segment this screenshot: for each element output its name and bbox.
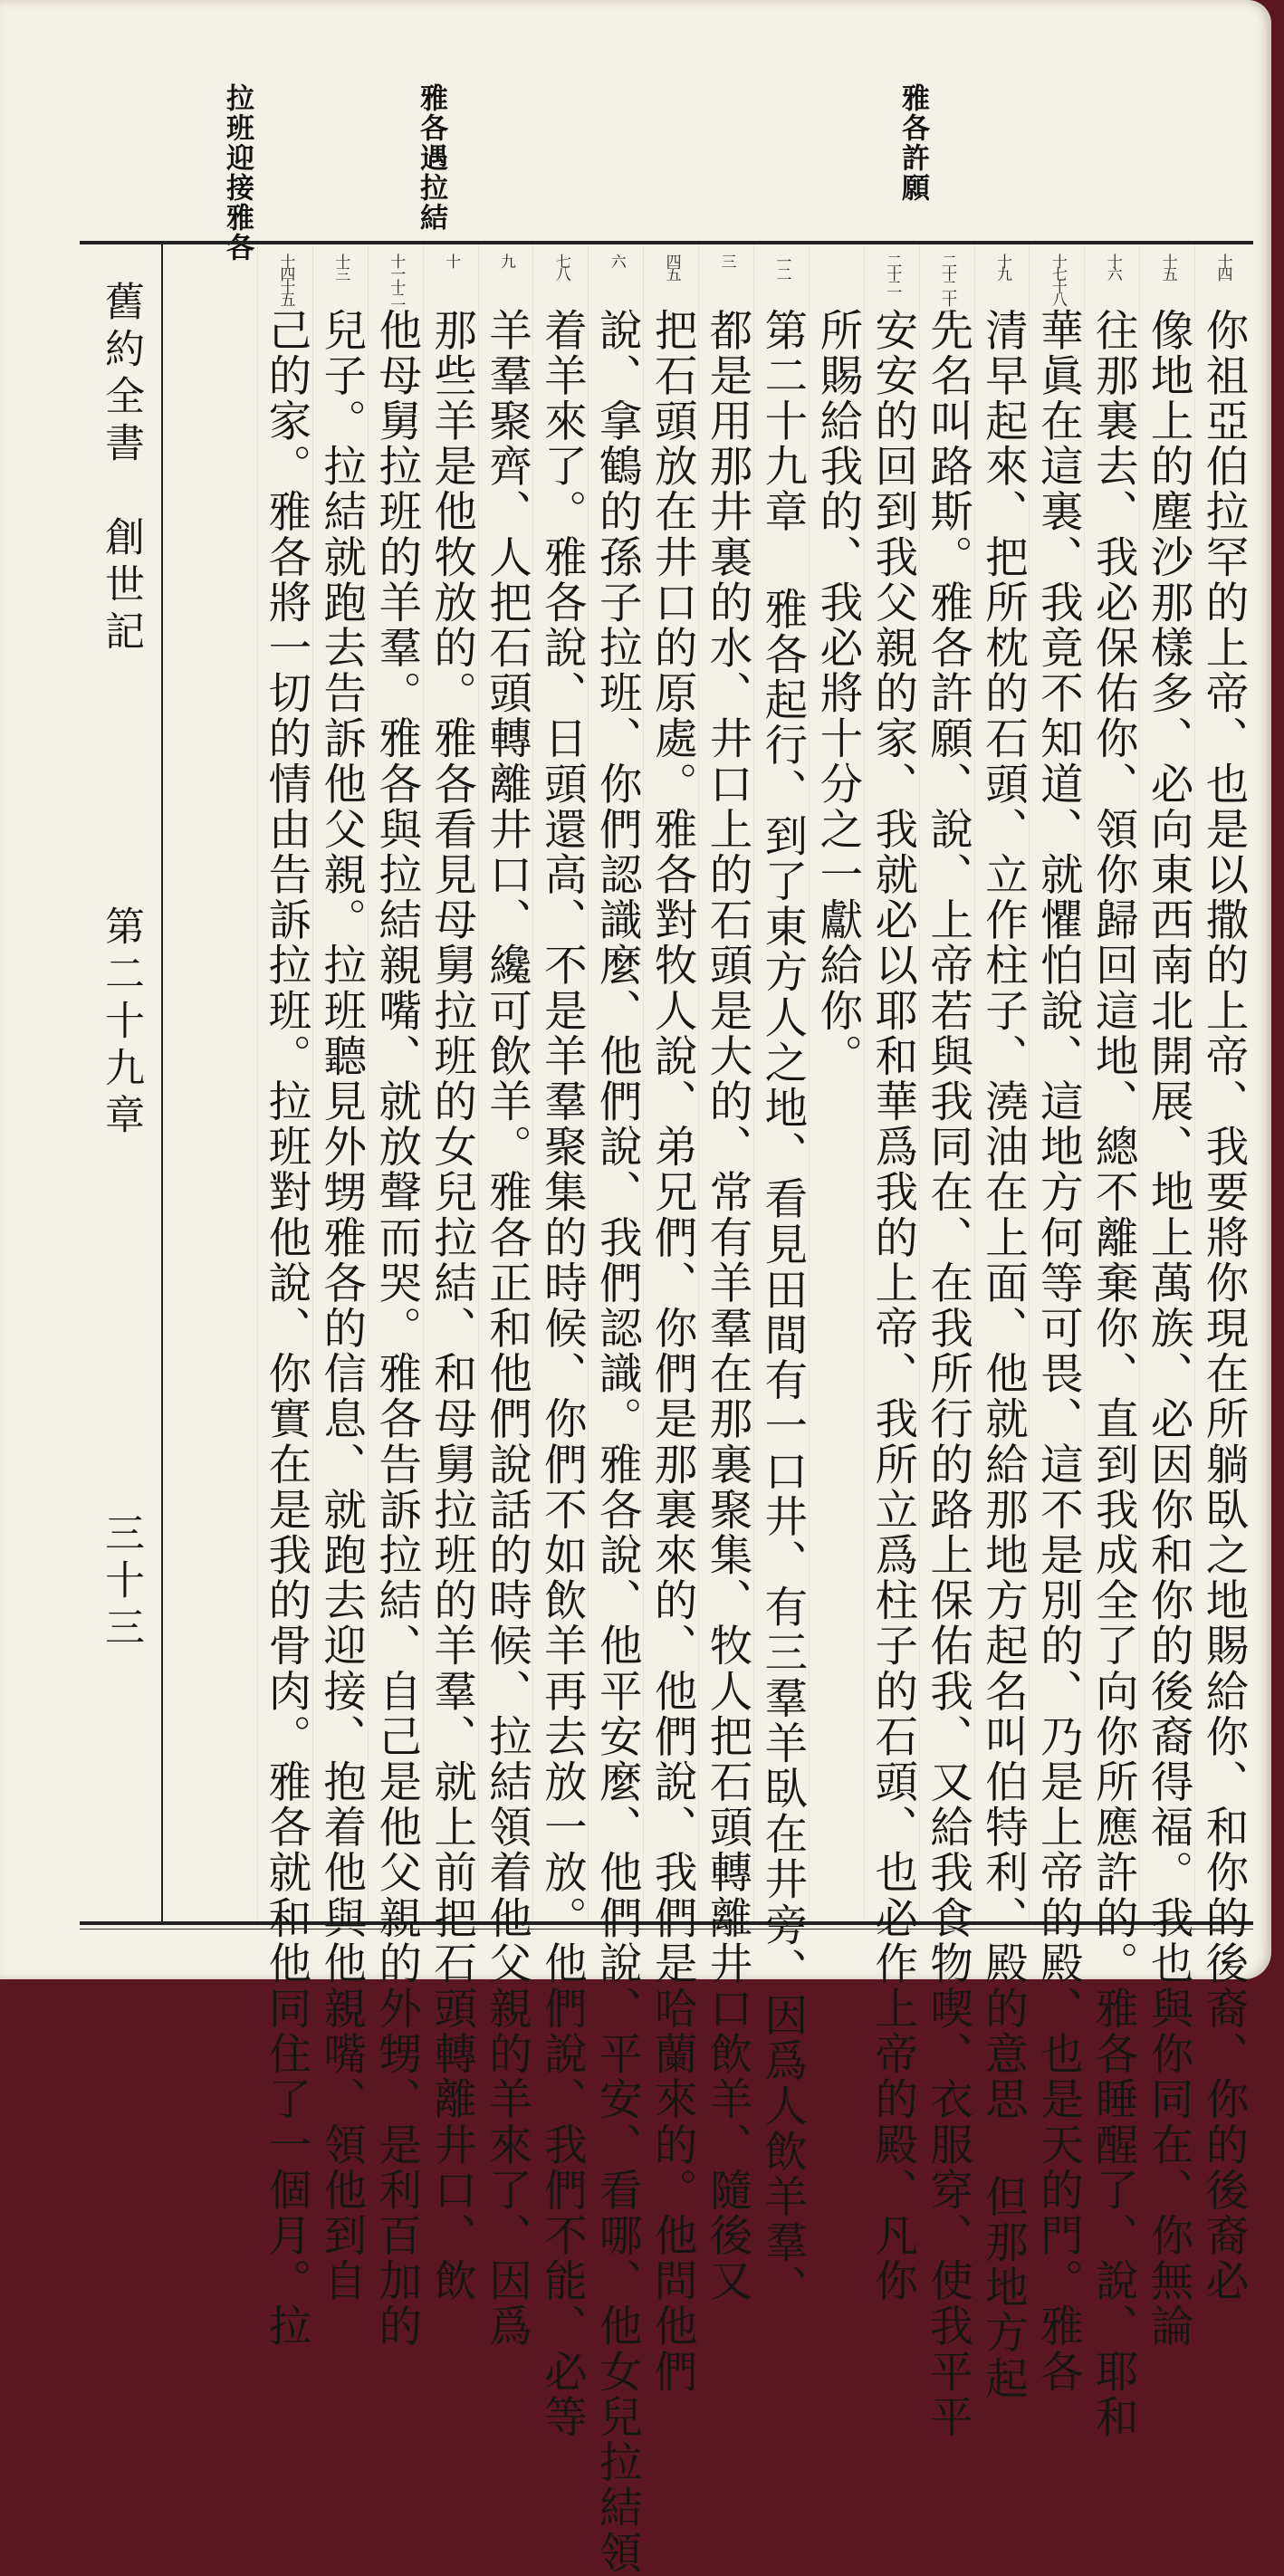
marginal-note-laban-welcomes: 拉班迎接雅各 (221, 83, 254, 263)
text-column (1194, 244, 1250, 2304)
verse-number: 九 (496, 254, 515, 266)
marginal-note-vow: 雅各許願 (896, 83, 929, 203)
text-line: 兒子。拉結就跑去告訴他父親。拉班聽見外甥雅各的信息、就跑去迎接、抱着他與他親嘴、領他到自 (315, 308, 366, 2304)
text-column (919, 244, 974, 2440)
text-column (312, 244, 368, 2304)
verse-number: 二十二 (883, 254, 902, 292)
verse-number: 十一十二 (387, 254, 406, 304)
verse-number: 七八 (551, 254, 570, 279)
page-number: 三十三 (98, 1512, 144, 1653)
text-column (1139, 244, 1194, 2350)
verse-number: 十三 (331, 254, 350, 279)
text-column (864, 244, 919, 2304)
text-line: 都是用那井裏的水、井口上的石頭是大的、常有羊羣在那裏聚集、牧人把石頭轉離井口飲羊、隨後又 (702, 308, 752, 2304)
text-column (974, 244, 1030, 2402)
text-line: 像地上的塵沙那樣多、必向東西南北開展、地上萬族、必因你和你的後裔得福。我也與你同在、你無論 (1143, 308, 1193, 2350)
text-line: 第二十九章 雅各起行、到了東方人之地、看見田間有一口井、有三羣羊臥在井旁、因爲人飲羊羣、 (756, 308, 807, 2311)
verse-number: 六 (607, 254, 626, 266)
text-column (423, 244, 478, 2304)
text-line: 安安的回到我父親的家、我就必以耶和華爲我的上帝、我所立爲柱子的石頭、也必作上帝的殿、凡你 (867, 308, 917, 2304)
marginal-note-meets-rachel: 雅各遇拉結 (415, 83, 447, 233)
text-column (698, 244, 753, 2304)
text-line: 說、拿鶴的孫子拉班、你們認識麼、他們說、我們認識。雅各說、他平安麼、他們說、平安、看哪、他女兒拉結領 (591, 308, 642, 2576)
verse-number: 一二 (772, 254, 791, 279)
text-line: 先名叫路斯。雅各許願、說、上帝若與我同在、在我所行的路上保佑我、又給我食物喫、衣服穿、使我平平 (922, 308, 973, 2440)
verse-number: 十 (442, 254, 461, 266)
text-columns (165, 244, 1250, 2576)
text-line: 己的家。雅各將一切的情由告訴拉班。拉班對他說、你實在是我的骨肉。雅各就和他同住了一個月。拉 (260, 308, 311, 2350)
verse-number: 十七十八 (1048, 254, 1067, 304)
text-column (532, 244, 588, 2440)
text-line: 清早起來、把所枕的石頭、立作柱子、澆油在上面、他就給那地方起名叫伯特利、殿的意思 但那地方起 (977, 308, 1028, 2402)
text-column (478, 244, 533, 2350)
text-line: 着羊來了。雅各說、日頭還高、不是羊羣聚集的時候、你們不如飲羊再去放一放。他們說、我們不能、必等 (536, 308, 587, 2440)
text-line: 羊羣聚齊、人把石頭轉離井口、纔可飲羊。雅各正和他們說話的時候、拉結領着他父親的羊來了、因爲 (481, 308, 532, 2350)
verse-number: 十四十五 (276, 254, 295, 304)
verse-number: 二十二十一 (938, 254, 957, 317)
text-line: 他母舅拉班的羊羣。雅各與拉結親嘴、就放聲而哭。雅各告訴拉結、自己是他父親的外甥、是利百加的 (370, 308, 421, 2350)
text-column (588, 244, 643, 2576)
page-margin-header (80, 244, 163, 1921)
text-line: 把石頭放在井口的原處。雅各對牧人說、弟兄們、你們是那裏來的、他們說、我們是哈蘭來的。他問他們 (647, 308, 697, 2395)
text-column (643, 244, 698, 2395)
text-column (1029, 244, 1084, 2395)
verse-number: 十九 (992, 254, 1011, 279)
text-column (1084, 244, 1139, 2440)
text-line: 你祖亞伯拉罕的上帝、也是以撒的上帝、我要將你現在所躺臥之地賜給你、和你的後裔、你的後裔必 (1198, 308, 1249, 2304)
verse-number: 十四 (1213, 254, 1232, 279)
book-title: 舊約全書 (98, 281, 144, 469)
text-column (809, 244, 864, 1921)
verse-number: 三 (717, 254, 736, 266)
text-column (368, 244, 423, 2350)
verse-number: 四五 (662, 254, 681, 279)
text-line: 往那裏去、我必保佑你、領你歸回這地、總不離棄你、直到我成全了向你所應許的。雅各睡醒了、說、耶和 (1088, 308, 1138, 2440)
chapter-label: 第二十九章 (98, 905, 144, 1141)
text-line: 那些羊是他牧放的。雅各看見母舅拉班的女兒拉結、和母舅拉班的羊羣、就上前把石頭轉離井口、飲 (426, 308, 476, 2304)
text-column (257, 244, 312, 2350)
verse-number: 十六 (1103, 254, 1122, 279)
text-column (753, 244, 809, 2311)
verse-number: 十五 (1158, 254, 1177, 279)
text-frame (80, 241, 1253, 2576)
text-line: 華眞在這裏、我竟不知道、就懼怕說、這地方何等可畏、這不是別的、乃是上帝的殿、也是天的門。雅各 (1032, 308, 1083, 2395)
book-name: 創世記 (98, 516, 144, 657)
text-line: 所賜給我的、我必將十分之一獻給你。 (811, 308, 862, 1079)
